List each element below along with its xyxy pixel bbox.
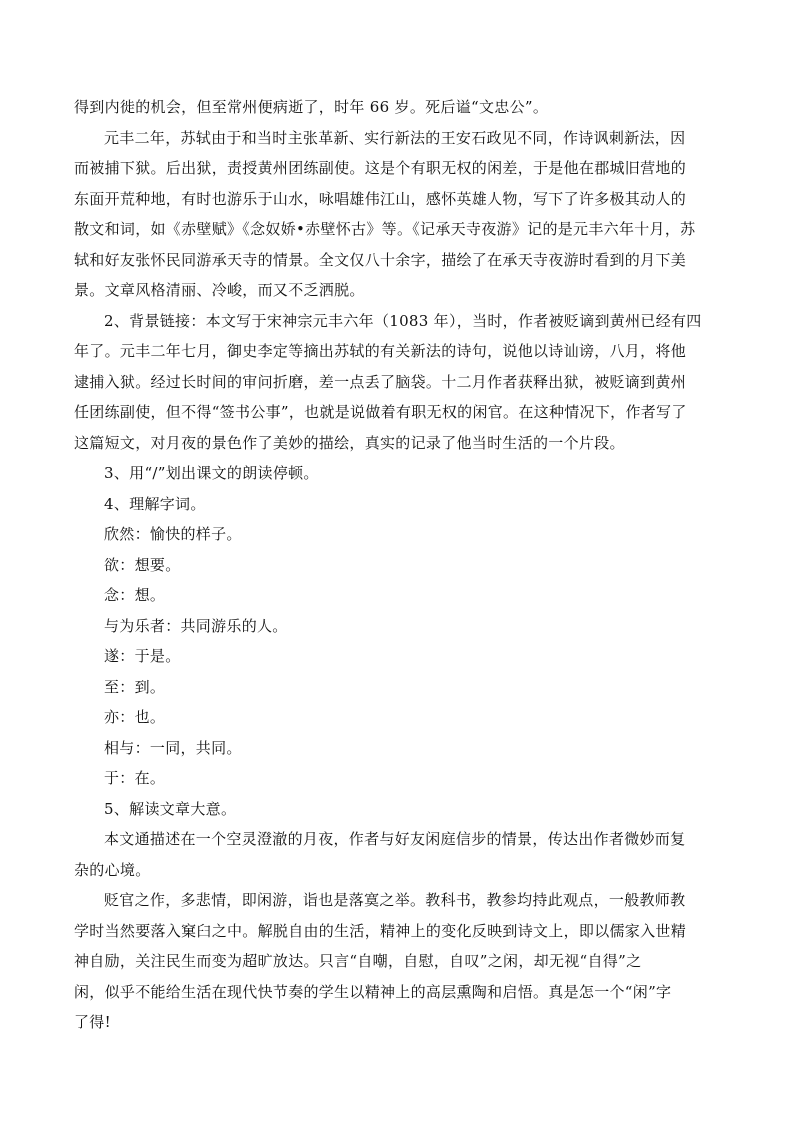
text-line: 欣然：愉快的样子。 xyxy=(104,525,242,543)
text-line: 而被捕下狱。后出狱，责授黄州团练副使。这是个有职无权的闲差，于是他在郡城旧营地的 xyxy=(74,159,687,177)
text-line: 遂：于是。 xyxy=(104,647,181,665)
text-line: 本文通描述在一个空灵澄澈的月夜，作者与好友闲庭信步的情景，传达出作者微妙而复 xyxy=(104,830,686,848)
text-line: 景。文章风格清丽、冷峻，而又不乏洒脱。 xyxy=(74,281,365,299)
text-line: 欲：想要。 xyxy=(104,555,181,574)
text-line: 逮捕入狱。经过长时间的审问折磨，差一点丢了脑袋。十二月作者获释出狱，被贬谪到黄州 xyxy=(74,372,687,391)
text-line: 年了。元丰二年七月，御史李定等摘出苏轼的有关新法的诗句，说他以诗讪谤，八月，将他 xyxy=(74,342,687,360)
text-line: 至：到。 xyxy=(104,677,166,696)
text-line: 念：想。 xyxy=(104,586,166,604)
text-line: 元丰二年，苏轼由于和当时主张革新、实行新法的王安石政见不同，作诗讽刺新法，因 xyxy=(104,128,686,147)
text-line: 4、理解字词。 xyxy=(104,494,206,513)
text-line: 3、用“/”划出课文的朗读停顿。 xyxy=(104,464,319,482)
document-page xyxy=(74,92,724,1038)
text-line: 于：在。 xyxy=(104,769,166,787)
text-line: 东面开荒种地，有时也游乐于山水，咏唱雄伟江山，感怀英雄人物，写下了许多极其动人的 xyxy=(74,189,687,208)
text-line: 任团练副使，但不得“签书公事”，也就是说做着有职无权的闲官。在这种情况下，作者写了 xyxy=(74,403,687,421)
text-line: 相与：一同，共同。 xyxy=(104,738,242,757)
text-line: 这篇短文，对月夜的景色作了美妙的描绘，真实的记录了他当时生活的一个片段。 xyxy=(74,433,625,452)
text-line: 与为乐者：共同游乐的人。 xyxy=(104,616,288,635)
text-line: 神自励，关注民生而变为超旷放达。只言“自嘲，自慰，自叹”之闲，却无视“自得”之 xyxy=(74,952,642,970)
text-line: 学时当然要落入窠臼之中。解脱自由的生活，精神上的变化反映到诗文上，即以儒家入世精 xyxy=(74,921,687,940)
text-line: 贬官之作，多悲情，即闲游，诣也是落寞之举。教科书，教参均持此观点，一般教师教 xyxy=(104,891,686,909)
text-line: 2、背景链接：本文写于宋神宗元丰六年（1083 年），当时，作者被贬谪到黄州已经有四 xyxy=(104,311,702,330)
text-line: 闲，似乎不能给生活在现代快节奏的学生以精神上的高层熏陶和启悟。真是怎一个“闲”字 xyxy=(74,982,672,1001)
text-line: 了得! xyxy=(74,1013,111,1031)
text-line: 5、解读文章大意。 xyxy=(104,799,237,818)
text-line: 杂的心境。 xyxy=(74,860,151,879)
text-line: 得到内徙的机会，但至常州便病逝了，时年 66 岁。死后谥“文忠公”。 xyxy=(74,98,549,116)
text-line: 散文和词，如《赤壁赋》《念奴娇•赤壁怀古》等。《记承天寺夜游》记的是元丰六年十月，苏 xyxy=(74,220,696,238)
text-line: 轼和好友张怀民同游承天寺的情景。全文仅八十余字，描绘了在承天寺夜游时看到的月下美 xyxy=(74,250,687,269)
text-line: 亦：也。 xyxy=(104,708,166,726)
